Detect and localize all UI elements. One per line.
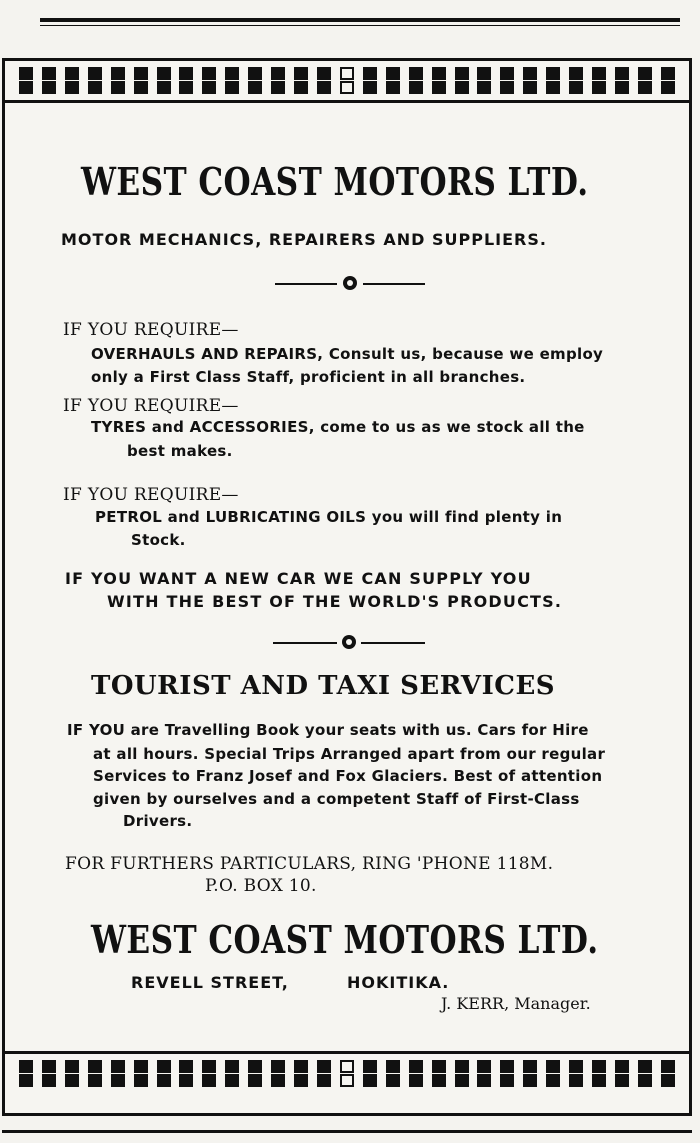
tourist-heading: TOURIST AND TAXI SERVICES: [91, 671, 556, 701]
tagline: MOTOR MECHANICS, REPAIRERS AND SUPPLIERS.: [61, 230, 547, 249]
bottom-border-band: [5, 1051, 689, 1093]
tourist-line: given by ourselves and a competent Staff of First-Class: [93, 790, 580, 808]
footer-town: HOKITIKA.: [347, 973, 450, 992]
contact-phone: FOR FURTHERS PARTICULARS, RING 'PHONE 118M.: [65, 854, 554, 874]
new-car-line: WITH THE BEST OF THE WORLD'S PRODUCTS.: [107, 592, 563, 611]
offer-line: best makes.: [127, 442, 233, 460]
offer-line: OVERHAULS AND REPAIRS, Consult us, because we employ: [91, 345, 604, 363]
offer-line: Stock.: [131, 531, 186, 549]
footer-company-title: WEST COAST MOTORS LTD.: [91, 917, 599, 962]
contact-po-box: P.O. BOX 10.: [205, 876, 317, 896]
footer-manager: J. KERR, Manager.: [441, 994, 591, 1013]
offer-lead: IF YOU REQUIRE—: [63, 485, 239, 505]
offer-lead: IF YOU REQUIRE—: [63, 396, 239, 416]
offer-line: PETROL and LUBRICATING OILS you will find plenty in: [95, 508, 563, 526]
top-border-band: [5, 61, 689, 103]
offer-lead: IF YOU REQUIRE—: [63, 320, 239, 340]
offer-line: TYRES and ACCESSORIES, come to us as we stock all the: [91, 418, 585, 436]
top-rule-thin: [40, 25, 680, 26]
advertisement-frame: [2, 58, 692, 1116]
tourist-line: Services to Franz Josef and Fox Glaciers. Best of attention: [93, 767, 603, 785]
company-title: WEST COAST MOTORS LTD.: [81, 159, 589, 204]
top-rule: [40, 18, 680, 22]
ornament-divider-icon: [273, 635, 425, 651]
ornament-divider-icon: [275, 276, 425, 292]
bottom-rule: [2, 1130, 692, 1133]
tourist-line: IF YOU are Travelling Book your seats with us. Cars for Hire: [67, 721, 589, 739]
tourist-line: at all hours. Special Trips Arranged apart from our regular: [93, 745, 606, 763]
new-car-line: IF YOU WANT A NEW CAR WE CAN SUPPLY YOU: [65, 569, 532, 588]
offer-line: only a First Class Staff, proficient in all branches.: [91, 368, 526, 386]
footer-street: REVELL STREET,: [131, 973, 289, 992]
tourist-line: Drivers.: [123, 812, 193, 830]
